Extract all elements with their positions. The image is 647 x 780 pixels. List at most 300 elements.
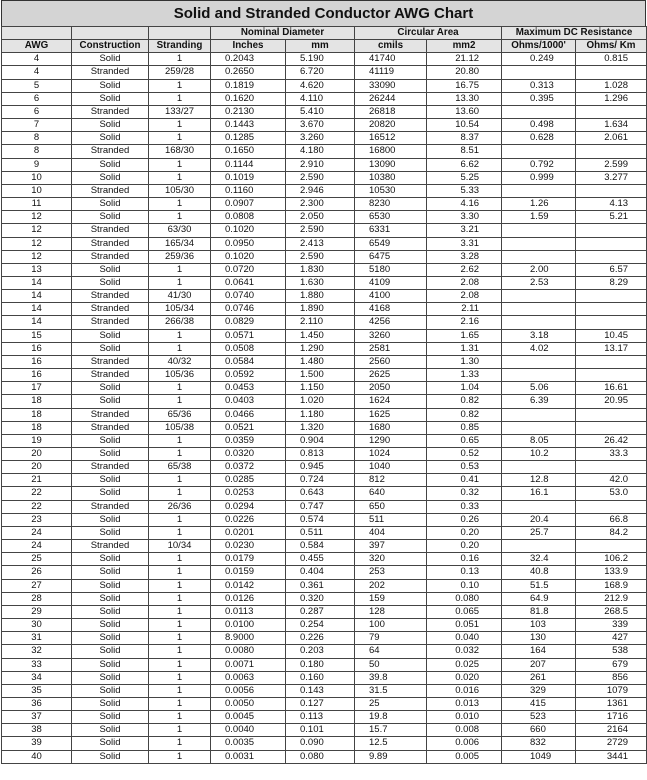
cell-cmils [355,382,427,395]
cell-value: 19.8 [369,711,388,723]
cell-construction: Solid [72,448,149,461]
header-ohms-km: Ohms/ Km [576,40,647,53]
cell-value: 1040 [369,461,391,473]
cell-construction: Solid [72,513,149,526]
cell-ohms-km: 679 [576,658,647,671]
cell-ohms-1000ft [502,461,576,474]
cell-value: 0.143 [300,684,324,696]
cell-value: 2.590 [300,250,324,262]
cell-ohms-1000ft: 1.26 [502,198,576,211]
cell-value: 5180 [369,263,391,275]
cell-value: 159 [369,592,385,604]
cell-value: 26244 [369,92,396,104]
cell-mm [286,697,355,710]
cell-mm [286,342,355,355]
cell-mm [286,119,355,132]
cell-mm [286,290,355,303]
cell-inches [211,566,286,579]
cell-construction: Solid [72,737,149,750]
table-row [2,303,647,316]
cell-mm2: 0.85 [427,421,502,434]
cell-ohms-km [576,66,647,79]
cell-value: 5.190 [300,53,324,65]
cell-value: 2.946 [300,184,324,196]
cell-ohms-1000ft: 261 [502,671,576,684]
cell-ohms-1000ft: 6.39 [502,395,576,408]
cell-stranding: 1 [149,671,211,684]
cell-ohms-km: 10.45 [576,329,647,342]
cell-stranding: 65/36 [149,408,211,421]
cell-awg: 35 [2,684,72,697]
awg-table [1,26,647,764]
table-row [2,224,647,237]
header-mm2: mm2 [427,40,502,53]
cell-ohms-km [576,316,647,329]
cell-construction: Solid [72,697,149,710]
cell-cmils [355,500,427,513]
cell-construction: Solid [72,566,149,579]
cell-value: 0.0740 [225,290,255,302]
cell-mm2: 3.21 [427,224,502,237]
cell-value: 0.180 [300,658,324,670]
cell-ohms-1000ft: 10.2 [502,448,576,461]
cell-mm [286,92,355,105]
cell-ohms-1000ft: 415 [502,697,576,710]
cell-value: 16512 [369,132,396,144]
cell-construction: Stranded [72,316,149,329]
header-awg: AWG [2,40,72,53]
cell-cmils [355,579,427,592]
cell-mm [286,566,355,579]
cell-ohms-km: 5.21 [576,211,647,224]
cell-mm [286,513,355,526]
cell-value: 1.480 [300,355,324,367]
cell-awg: 8 [2,132,72,145]
cell-value: 3260 [369,329,391,341]
cell-mm [286,500,355,513]
cell-cmils [355,145,427,158]
cell-awg: 14 [2,290,72,303]
cell-mm [286,579,355,592]
cell-mm [286,474,355,487]
cell-value: 0.0907 [225,198,255,210]
cell-value: 2.413 [300,237,324,249]
cell-construction: Solid [72,474,149,487]
cell-cmils [355,329,427,342]
cell-awg: 16 [2,342,72,355]
cell-value: 0.0746 [225,303,255,315]
cell-stranding: 1 [149,158,211,171]
cell-stranding: 1 [149,513,211,526]
cell-ohms-1000ft [502,303,576,316]
cell-mm2: 0.65 [427,434,502,447]
cell-ohms-km: 33.3 [576,448,647,461]
cell-value: 0.584 [300,540,324,552]
cell-value: 100 [369,619,385,631]
cell-mm [286,158,355,171]
cell-ohms-1000ft [502,421,576,434]
cell-construction: Solid [72,119,149,132]
cell-stranding: 1 [149,342,211,355]
cell-stranding: 168/30 [149,145,211,158]
cell-value: 0.404 [300,566,324,578]
table-row [2,408,647,421]
cell-awg: 7 [2,119,72,132]
table-row [2,421,647,434]
cell-ohms-km: 856 [576,671,647,684]
cell-value: 2.050 [300,211,324,223]
cell-inches [211,198,286,211]
cell-value: 0.0253 [225,487,255,499]
table-row [2,592,647,605]
cell-ohms-km: 1.634 [576,119,647,132]
cell-mm2: 0.016 [427,684,502,697]
cell-value: 0.0071 [225,658,255,670]
cell-ohms-km: 0.815 [576,53,647,66]
cell-mm2: 2.11 [427,303,502,316]
cell-ohms-km: 66.8 [576,513,647,526]
cell-stranding: 1 [149,276,211,289]
cell-ohms-km: 6.57 [576,263,647,276]
cell-value: 20820 [369,119,396,131]
cell-value: 16800 [369,145,396,157]
cell-value: 0.2650 [225,66,255,78]
cell-ohms-km: 84.2 [576,526,647,539]
cell-mm [286,711,355,724]
cell-value: 0.160 [300,671,324,683]
cell-stranding: 1 [149,658,211,671]
cell-construction: Solid [72,276,149,289]
cell-mm2: 5.33 [427,184,502,197]
cell-mm [286,303,355,316]
cell-awg: 16 [2,355,72,368]
cell-value: 33090 [369,79,396,91]
cell-mm2: 0.051 [427,619,502,632]
cell-mm [286,461,355,474]
cell-value: 39.8 [369,671,388,683]
cell-cmils [355,303,427,316]
table-row [2,198,647,211]
cell-value: 0.0126 [225,592,255,604]
cell-ohms-km [576,224,647,237]
cell-awg: 40 [2,750,72,763]
cell-mm2: 0.080 [427,592,502,605]
cell-value: 0.0320 [225,448,255,459]
cell-value: 0.0466 [225,408,255,420]
cell-construction: Solid [72,487,149,500]
table-row [2,750,647,763]
cell-ohms-1000ft: 832 [502,737,576,750]
cell-ohms-1000ft [502,355,576,368]
cell-awg: 39 [2,737,72,750]
cell-value: 0.226 [300,632,324,644]
cell-mm2: 13.60 [427,105,502,118]
cell-ohms-km [576,250,647,263]
cell-value: 1.150 [300,382,324,394]
cell-ohms-km: 1716 [576,711,647,724]
cell-inches [211,342,286,355]
cell-mm [286,395,355,408]
table-row [2,500,647,513]
cell-stranding: 1 [149,750,211,763]
header-blank [72,27,149,40]
cell-awg: 37 [2,711,72,724]
cell-ohms-km [576,290,647,303]
cell-value: 0.113 [300,711,324,723]
cell-inches [211,671,286,684]
cell-mm [286,66,355,79]
cell-inches [211,474,286,487]
cell-cmils [355,92,427,105]
cell-inches [211,316,286,329]
table-row [2,461,647,474]
cell-cmils [355,540,427,553]
cell-mm [286,434,355,447]
cell-ohms-km [576,500,647,513]
cell-ohms-km: 212.9 [576,592,647,605]
cell-cmils [355,408,427,421]
cell-value: 26818 [369,105,396,117]
cell-cmils [355,132,427,145]
cell-mm [286,684,355,697]
cell-awg: 16 [2,369,72,382]
cell-stranding: 259/36 [149,250,211,263]
cell-inches [211,237,286,250]
cell-mm2: 2.16 [427,316,502,329]
cell-stranding: 1 [149,711,211,724]
cell-construction: Stranded [72,540,149,553]
cell-cmils [355,684,427,697]
header-circular-area: Circular Area [355,27,502,40]
cell-ohms-1000ft: 32.4 [502,553,576,566]
cell-ohms-km: 427 [576,632,647,645]
cell-ohms-1000ft: 164 [502,645,576,658]
cell-mm2: 0.41 [427,474,502,487]
cell-mm2: 0.032 [427,645,502,658]
cell-construction: Solid [72,526,149,539]
cell-awg: 24 [2,540,72,553]
cell-cmils [355,592,427,605]
cell-awg: 36 [2,697,72,710]
cell-value: 202 [369,579,385,591]
cell-cmils [355,250,427,263]
cell-mm [286,237,355,250]
cell-stranding: 1 [149,448,211,461]
cell-awg: 10 [2,171,72,184]
table-row [2,237,647,250]
table-row [2,382,647,395]
cell-construction: Solid [72,605,149,618]
cell-awg: 14 [2,276,72,289]
cell-ohms-1000ft [502,237,576,250]
cell-ohms-km: 3.277 [576,171,647,184]
cell-mm [286,619,355,632]
cell-value: 0.0159 [225,566,255,578]
cell-value: 4.180 [300,145,324,157]
cell-mm [286,421,355,434]
cell-value: 640 [369,487,385,499]
cell-value: 64 [369,645,380,657]
cell-mm2: 0.32 [427,487,502,500]
table-row [2,276,647,289]
cell-awg: 38 [2,724,72,737]
cell-mm2: 3.31 [427,237,502,250]
cell-mm2: 21.12 [427,53,502,66]
cell-cmils [355,619,427,632]
cell-value: 41119 [369,66,395,78]
table-row [2,605,647,618]
cell-stranding: 1 [149,434,211,447]
cell-awg: 11 [2,198,72,211]
cell-value: 0.0950 [225,237,255,249]
cell-stranding: 1 [149,395,211,408]
table-row [2,487,647,500]
cell-value: 1.320 [300,421,324,433]
cell-cmils [355,421,427,434]
cell-awg: 20 [2,461,72,474]
cell-mm [286,184,355,197]
cell-ohms-1000ft: 5.06 [502,382,576,395]
cell-mm [286,448,355,461]
cell-value: 0.0226 [225,513,255,525]
cell-inches [211,697,286,710]
cell-mm2: 13.30 [427,92,502,105]
header-ohms-1000ft: Ohms/1000' [502,40,576,53]
cell-ohms-1000ft: 2.53 [502,276,576,289]
cell-mm2: 16.75 [427,79,502,92]
cell-value: 812 [369,474,385,486]
cell-cmils [355,105,427,118]
cell-mm [286,171,355,184]
cell-construction: Stranded [72,66,149,79]
cell-mm2: 0.82 [427,408,502,421]
cell-awg: 15 [2,329,72,342]
cell-value: 0.2130 [225,105,255,117]
cell-value: 4256 [369,316,391,328]
cell-inches [211,145,286,158]
table-row [2,158,647,171]
cell-inches [211,750,286,763]
cell-inches [211,645,286,658]
cell-ohms-km: 8.29 [576,276,647,289]
cell-mm [286,632,355,645]
cell-mm [286,263,355,276]
cell-value: 0.080 [300,750,324,762]
table-row [2,369,647,382]
cell-value: 0.0031 [225,750,255,762]
cell-mm [286,53,355,66]
cell-cmils [355,342,427,355]
cell-value: 0.724 [300,474,324,486]
cell-value: 1024 [369,448,391,459]
cell-value: 0.1620 [225,92,255,104]
cell-value: 0.1819 [225,79,255,91]
cell-inches [211,579,286,592]
cell-value: 0.1019 [225,171,255,183]
cell-cmils [355,224,427,237]
cell-value: 0.0285 [225,474,255,486]
cell-value: 2.590 [300,224,324,236]
table-row [2,66,647,79]
cell-inches [211,737,286,750]
cell-construction: Stranded [72,355,149,368]
cell-mm2: 1.65 [427,329,502,342]
cell-value: 4100 [369,290,391,302]
cell-mm2: 0.53 [427,461,502,474]
cell-inches [211,553,286,566]
cell-value: 3.260 [300,132,324,144]
cell-awg: 22 [2,500,72,513]
cell-stranding: 1 [149,171,211,184]
cell-ohms-1000ft: 523 [502,711,576,724]
cell-cmils [355,53,427,66]
cell-construction: Stranded [72,290,149,303]
cell-inches [211,592,286,605]
cell-ohms-1000ft [502,66,576,79]
cell-ohms-1000ft: 660 [502,724,576,737]
cell-value: 0.574 [300,513,324,525]
cell-cmils [355,553,427,566]
cell-construction: Stranded [72,303,149,316]
cell-value: 2050 [369,382,391,394]
cell-construction: Solid [72,434,149,447]
cell-inches [211,487,286,500]
cell-construction: Solid [72,53,149,66]
cell-value: 0.0571 [225,329,255,341]
table-row [2,737,647,750]
cell-awg: 14 [2,303,72,316]
cell-ohms-1000ft: 0.999 [502,171,576,184]
cell-value: 6331 [369,224,391,236]
cell-inches [211,711,286,724]
cell-stranding: 165/34 [149,237,211,250]
cell-ohms-1000ft: 1049 [502,750,576,763]
cell-ohms-1000ft: 20.4 [502,513,576,526]
cell-inches [211,119,286,132]
cell-stranding: 1 [149,684,211,697]
cell-mm [286,79,355,92]
cell-cmils [355,355,427,368]
cell-ohms-km [576,421,647,434]
cell-cmils [355,119,427,132]
table-row [2,526,647,539]
cell-ohms-1000ft: 0.395 [502,92,576,105]
table-row [2,619,647,632]
cell-inches [211,369,286,382]
cell-mm [286,198,355,211]
cell-ohms-km: 26.42 [576,434,647,447]
cell-mm [286,369,355,382]
table-row [2,329,647,342]
cell-stranding: 1 [149,92,211,105]
cell-mm2: 0.005 [427,750,502,763]
cell-ohms-1000ft: 103 [502,619,576,632]
cell-value: 0.1020 [225,224,255,236]
cell-mm2: 0.040 [427,632,502,645]
cell-construction: Solid [72,158,149,171]
cell-ohms-km: 13.17 [576,342,647,355]
cell-mm [286,211,355,224]
cell-value: 0.0142 [225,579,255,591]
cell-construction: Solid [72,132,149,145]
cell-value: 0.643 [300,487,324,499]
cell-inches [211,540,286,553]
cell-ohms-km: 20.95 [576,395,647,408]
cell-inches [211,513,286,526]
cell-mm [286,605,355,618]
cell-inches [211,105,286,118]
cell-mm2: 3.30 [427,211,502,224]
